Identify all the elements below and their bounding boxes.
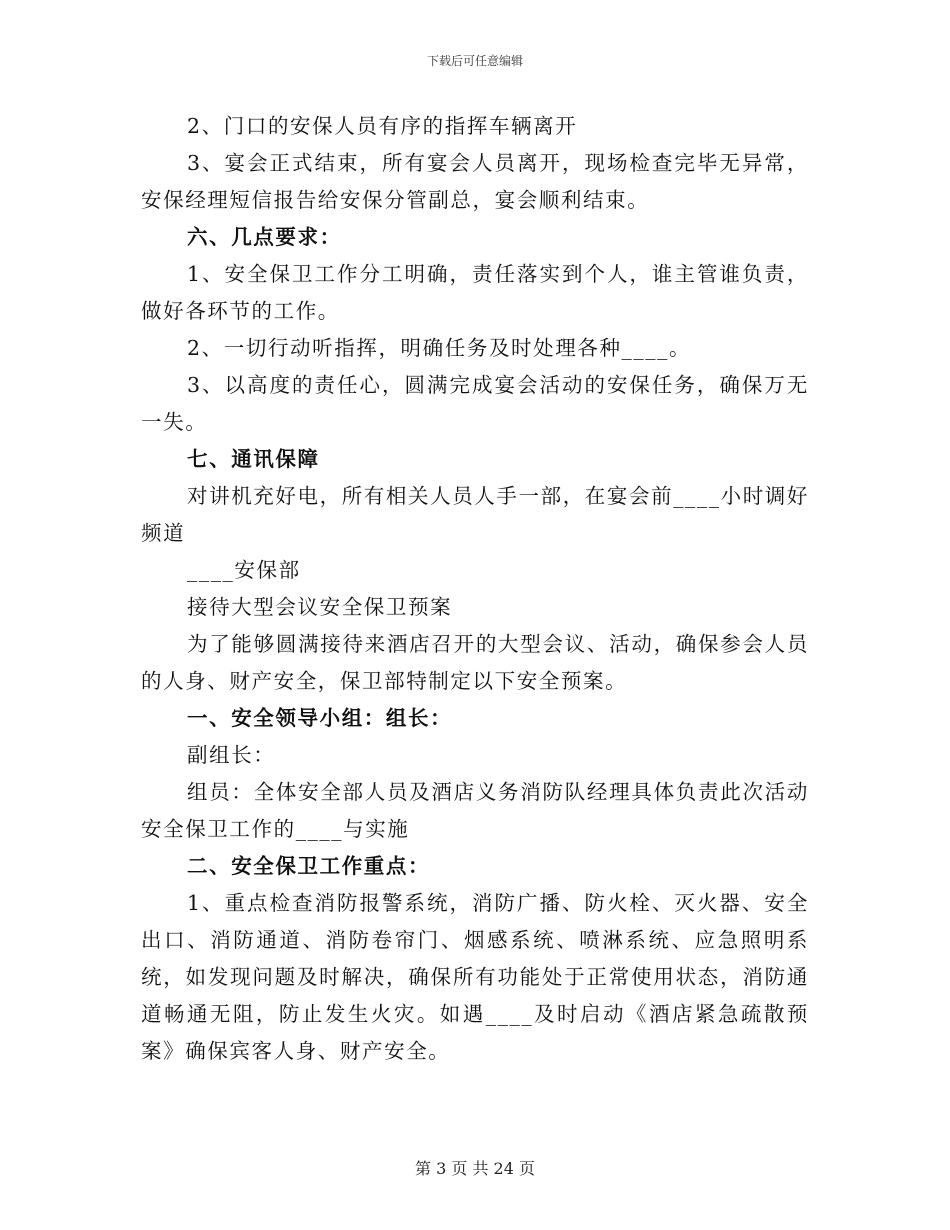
page-header: 下载后可任意编辑: [426, 54, 523, 68]
paragraph: 1、安全保卫工作分工明确，责任落实到个人，谁主管谁负责，做好各环节的工作。: [141, 262, 809, 323]
page-footer: 第 3 页 共 24 页: [415, 1159, 535, 1178]
section-heading: 六、几点要求：: [187, 225, 342, 249]
section-heading: 七、通讯保障: [187, 447, 320, 471]
paragraph: 3、宴会正式结束，所有宴会人员离开，现场检查完毕无异常，安保经理短信报告给安保分管副总，宴会顺利结束。: [141, 151, 809, 212]
paragraph: 1、重点检查消防报警系统，消防广播、防火栓、灭火器、安全出口、消防通道、消防卷帘门、烟感系统、喷淋系统、应急照明系统，如发现问题及时解决，确保所有功能处于正常使用状态，消防通道畅通无阻，防止发生火灾。如遇____及时启动《酒店紧急疏散预案》确保宾客人身、财产安全。: [141, 891, 809, 1063]
paragraph: 组员：全体安全部人员及酒店义务消防队经理具体负责此次活动安全保卫工作的____与实施: [141, 780, 809, 841]
paragraph: 2、一切行动听指挥，明确任务及时处理各种____。: [187, 336, 692, 360]
paragraph: 副组长：: [187, 743, 276, 767]
paragraph: 3、以高度的责任心，圆满完成宴会活动的安保任务，确保万无一失。: [141, 373, 809, 434]
paragraph: ____安保部: [187, 558, 301, 582]
section-heading: 一、安全领导小组：组长：: [187, 706, 453, 730]
document-body: [141, 108, 809, 1070]
paragraph: 为了能够圆满接待来酒店召开的大型会议、活动，确保参会人员的人身、财产安全，保卫部特制定以下安全预案。: [141, 632, 809, 693]
paragraph: 接待大型会议安全保卫预案: [187, 595, 453, 619]
paragraph: 2、门口的安保人员有序的指挥车辆离开: [187, 114, 578, 138]
paragraph: 对讲机充好电，所有相关人员人手一部，在宴会前____小时调好频道: [141, 484, 809, 545]
section-heading: 二、安全保卫工作重点：: [187, 854, 431, 878]
